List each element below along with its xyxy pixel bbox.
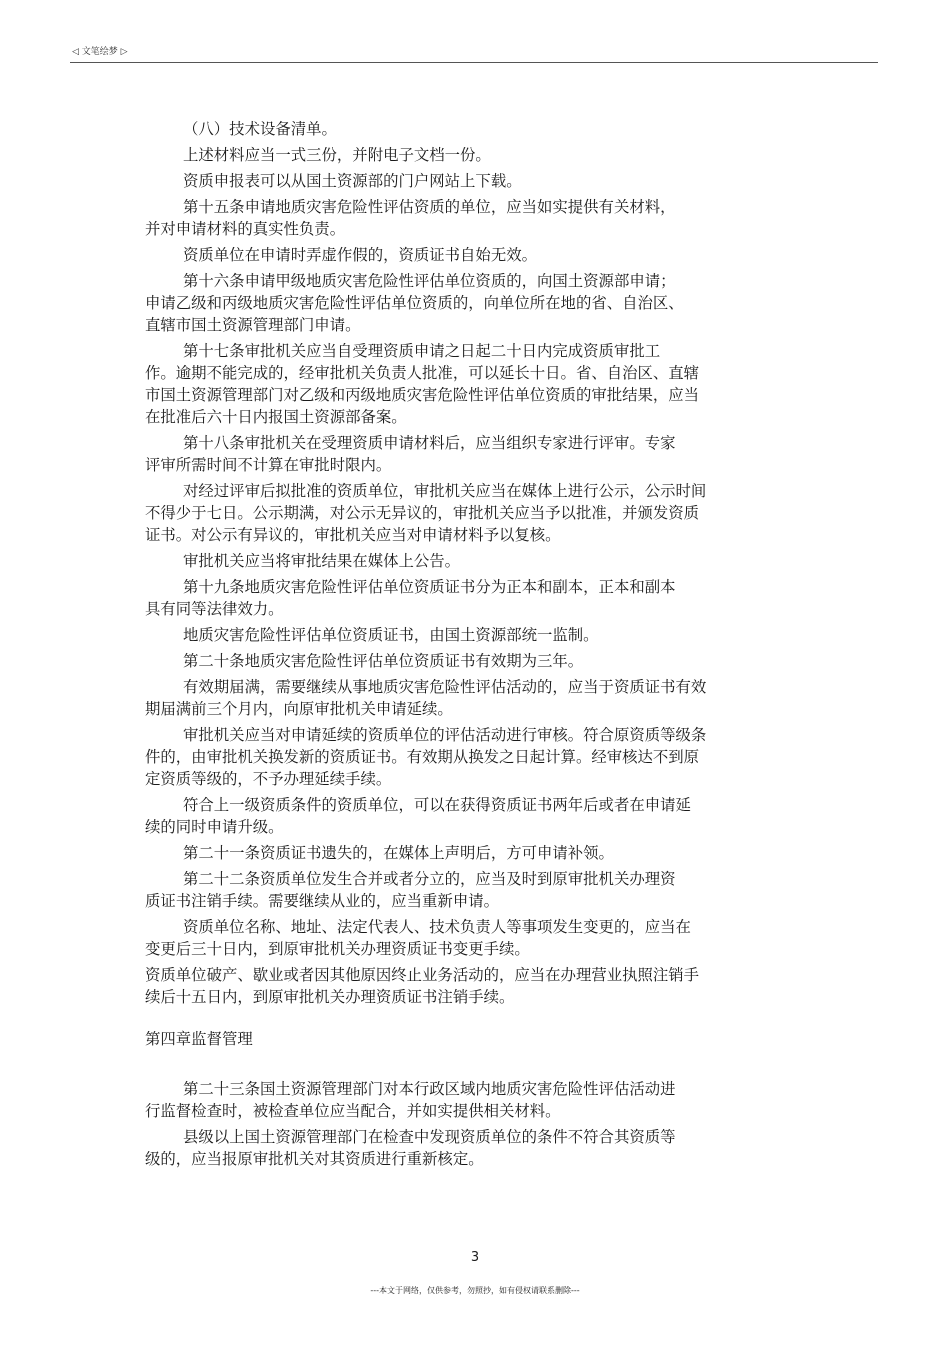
- paragraph-line: 直辖市国土资源管理部门申请。: [145, 316, 361, 334]
- paragraph-line: 地质灾害危险性评估单位资质证书，由国土资源部统一监制。: [183, 626, 599, 644]
- paragraph-line: 件的，由审批机关换发新的资质证书。有效期从换发之日起计算。经审核达不到原: [145, 748, 700, 766]
- paragraph-line: 并对申请材料的真实性负责。: [145, 220, 346, 238]
- paragraph-line: 第十八条审批机关在受理资质申请材料后，应当组织专家进行评审。专家: [183, 434, 676, 452]
- paragraph-line: 行监督检查时，被检查单位应当配合，并如实提供相关材料。: [145, 1102, 561, 1120]
- footer-note: ---本文于网络，仅供参考，勿照抄，如有侵权请联系删除---: [370, 1286, 580, 1295]
- paragraph-line: 定资质等级的，不予办理延续手续。: [145, 770, 392, 788]
- paragraph-line: 质证书注销手续。需要继续从业的，应当重新申请。: [145, 892, 499, 910]
- paragraph-line: 资质单位在申请时弄虚作假的，资质证书自始无效。: [183, 246, 537, 264]
- paragraph-line: 上述材料应当一式三份，并附电子文档一份。: [183, 146, 491, 164]
- paragraph-line: 审批机关应当对申请延续的资质单位的评估活动进行审核。符合原资质等级条: [183, 726, 707, 744]
- paragraph-line: 市国土资源管理部门对乙级和丙级地质灾害危险性评估单位资质的审批结果，应当: [145, 386, 700, 404]
- paragraph-line: 第二十三条国土资源管理部门对本行政区域内地质灾害危险性评估活动进: [183, 1080, 676, 1098]
- chapter-heading: 第四章监督管理: [145, 1030, 253, 1048]
- paragraph-line: 资质申报表可以从国土资源部的门户网站上下载。: [183, 172, 522, 190]
- paragraph-line: 第二十二条资质单位发生合并或者分立的，应当及时到原审批机关办理资: [183, 870, 676, 888]
- page-header: [70, 40, 878, 63]
- paragraph-line: 申请乙级和丙级地质灾害危险性评估单位资质的，向单位所在地的省、自治区、: [145, 294, 684, 312]
- header-label: ◁ 文笔绘梦 ▷: [72, 47, 128, 57]
- paragraph-line: 审批机关应当将审批结果在媒体上公告。: [183, 552, 461, 570]
- document-body: [145, 118, 805, 1170]
- paragraph-line: 资质单位破产、歇业或者因其他原因终止业务活动的，应当在办理营业执照注销手: [145, 966, 700, 984]
- paragraph-line: 第十五条申请地质灾害危险性评估资质的单位，应当如实提供有关材料，: [183, 198, 676, 216]
- paragraph-line: 第二十一条资质证书遗失的，在媒体上声明后，方可申请补领。: [183, 844, 614, 862]
- paragraph-line: 续的同时申请升级。: [145, 818, 284, 836]
- paragraph-line: 级的，应当报原审批机关对其资质进行重新核定。: [145, 1150, 484, 1168]
- paragraph-line: 不得少于七日。公示期满，对公示无异议的，审批机关应当予以批准，并颁发资质: [145, 504, 700, 522]
- page-number: 3: [470, 1250, 480, 1265]
- paragraph-line: 县级以上国土资源管理部门在检查中发现资质单位的条件不符合其资质等: [183, 1128, 676, 1146]
- paragraph-line: 对经过评审后拟批准的资质单位，审批机关应当在媒体上进行公示，公示时间: [183, 482, 707, 500]
- paragraph-line: 证书。对公示有异议的，审批机关应当对申请材料予以复核。: [145, 526, 561, 544]
- paragraph-line: 作。逾期不能完成的，经审批机关负责人批准，可以延长十日。省、自治区、直辖: [145, 364, 700, 382]
- paragraph-line: （八）技术设备清单。: [183, 120, 337, 138]
- paragraph-line: 第十六条申请甲级地质灾害危险性评估单位资质的，向国土资源部申请；: [183, 272, 676, 290]
- paragraph-line: 有效期届满，需要继续从事地质灾害危险性评估活动的，应当于资质证书有效: [183, 678, 707, 696]
- paragraph-line: 在批准后六十日内报国土资源部备案。: [145, 408, 407, 426]
- paragraph-line: 符合上一级资质条件的资质单位，可以在获得资质证书两年后或者在申请延: [183, 796, 691, 814]
- paragraph-line: 第十七条审批机关应当自受理资质申请之日起二十日内完成资质审批工: [183, 342, 661, 360]
- paragraph-line: 期届满前三个月内，向原审批机关申请延续。: [145, 700, 453, 718]
- paragraph-line: 第二十条地质灾害危险性评估单位资质证书有效期为三年。: [183, 652, 584, 670]
- paragraph-line: 变更后三十日内，到原审批机关办理资质证书变更手续。: [145, 940, 530, 958]
- paragraph-line: 资质单位名称、地址、法定代表人、技术负责人等事项发生变更的，应当在: [183, 918, 691, 936]
- paragraph-line: 具有同等法律效力。: [145, 600, 284, 618]
- paragraph-line: 续后十五日内，到原审批机关办理资质证书注销手续。: [145, 988, 515, 1006]
- paragraph-line: 评审所需时间不计算在审批时限内。: [145, 456, 392, 474]
- paragraph-line: 第十九条地质灾害危险性评估单位资质证书分为正本和副本，正本和副本: [183, 578, 676, 596]
